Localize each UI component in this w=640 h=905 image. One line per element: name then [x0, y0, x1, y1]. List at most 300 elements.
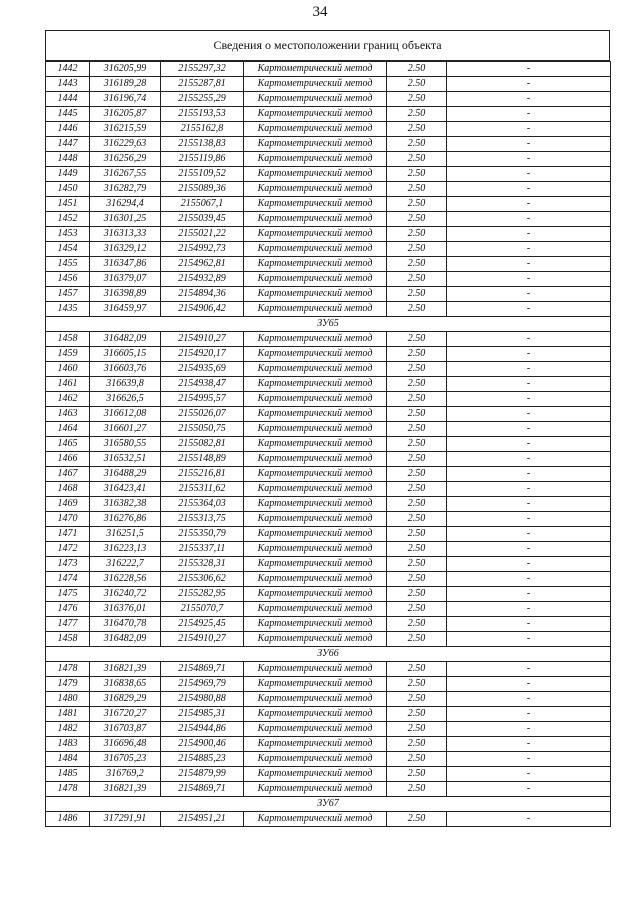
y-coordinate-cell: 2154995,57	[161, 392, 244, 407]
y-coordinate-cell: 2154932,89	[161, 272, 244, 287]
point-number-cell: 1454	[46, 242, 90, 257]
description-cell: -	[447, 182, 611, 197]
x-coordinate-cell: 316240,72	[90, 587, 161, 602]
table-row	[46, 707, 611, 722]
method-cell: Картометрический метод	[244, 242, 387, 257]
description-cell: -	[447, 212, 611, 227]
x-coordinate-cell: 316301,25	[90, 212, 161, 227]
accuracy-cell: 2.50	[387, 752, 447, 767]
point-number-cell: 1480	[46, 692, 90, 707]
accuracy-cell: 2.50	[387, 722, 447, 737]
y-coordinate-cell: 2155306,62	[161, 572, 244, 587]
y-coordinate-cell: 2154879,99	[161, 767, 244, 782]
table-row	[46, 182, 611, 197]
description-cell: -	[447, 407, 611, 422]
description-cell: -	[447, 572, 611, 587]
method-cell: Картометрический метод	[244, 272, 387, 287]
x-coordinate-cell: 316223,13	[90, 542, 161, 557]
method-cell: Картометрический метод	[244, 167, 387, 182]
y-coordinate-cell: 2154938,47	[161, 377, 244, 392]
x-coordinate-cell: 316470,78	[90, 617, 161, 632]
y-coordinate-cell: 2154992,73	[161, 242, 244, 257]
x-coordinate-cell: 316703,87	[90, 722, 161, 737]
description-cell: -	[447, 227, 611, 242]
method-cell: Картометрический метод	[244, 737, 387, 752]
x-coordinate-cell: 317291,91	[90, 812, 161, 827]
description-cell: -	[447, 77, 611, 92]
description-cell: -	[447, 587, 611, 602]
table-row	[46, 527, 611, 542]
y-coordinate-cell: 2155337,11	[161, 542, 244, 557]
accuracy-cell: 2.50	[387, 182, 447, 197]
y-coordinate-cell: 2154985,31	[161, 707, 244, 722]
x-coordinate-cell: 316229,63	[90, 137, 161, 152]
table-row	[46, 602, 611, 617]
x-coordinate-cell: 316603,76	[90, 362, 161, 377]
point-number-cell: 1462	[46, 392, 90, 407]
x-coordinate-cell: 316222,7	[90, 557, 161, 572]
x-coordinate-cell: 316482,09	[90, 332, 161, 347]
point-number-cell: 1470	[46, 512, 90, 527]
accuracy-cell: 2.50	[387, 497, 447, 512]
accuracy-cell: 2.50	[387, 242, 447, 257]
method-cell: Картометрический метод	[244, 632, 387, 647]
accuracy-cell: 2.50	[387, 677, 447, 692]
point-number-cell: 1474	[46, 572, 90, 587]
accuracy-cell: 2.50	[387, 767, 447, 782]
description-cell: -	[447, 107, 611, 122]
description-cell: -	[447, 437, 611, 452]
method-cell: Картометрический метод	[244, 587, 387, 602]
y-coordinate-cell: 2155070,7	[161, 602, 244, 617]
point-number-cell: 1478	[46, 782, 90, 797]
accuracy-cell: 2.50	[387, 257, 447, 272]
y-coordinate-cell: 2155089,36	[161, 182, 244, 197]
accuracy-cell: 2.50	[387, 602, 447, 617]
table-row	[46, 572, 611, 587]
y-coordinate-cell: 2155255,29	[161, 92, 244, 107]
x-coordinate-cell: 316256,29	[90, 152, 161, 167]
table-row	[46, 287, 611, 302]
point-number-cell: 1457	[46, 287, 90, 302]
accuracy-cell: 2.50	[387, 422, 447, 437]
y-coordinate-cell: 2154910,27	[161, 632, 244, 647]
point-number-cell: 1482	[46, 722, 90, 737]
method-cell: Картометрический метод	[244, 497, 387, 512]
table-row	[46, 767, 611, 782]
description-cell: -	[447, 422, 611, 437]
accuracy-cell: 2.50	[387, 527, 447, 542]
table-row	[46, 512, 611, 527]
method-cell: Картометрический метод	[244, 617, 387, 632]
accuracy-cell: 2.50	[387, 662, 447, 677]
description-cell: -	[447, 272, 611, 287]
y-coordinate-cell: 2155162,8	[161, 122, 244, 137]
method-cell: Картометрический метод	[244, 77, 387, 92]
point-number-cell: 1468	[46, 482, 90, 497]
table-row	[46, 692, 611, 707]
method-cell: Картометрический метод	[244, 557, 387, 572]
description-cell: -	[447, 302, 611, 317]
description-cell: -	[447, 452, 611, 467]
accuracy-cell: 2.50	[387, 782, 447, 797]
method-cell: Картометрический метод	[244, 347, 387, 362]
point-number-cell: 1446	[46, 122, 90, 137]
page-number: 34	[312, 4, 328, 20]
method-cell: Картометрический метод	[244, 572, 387, 587]
point-number-cell: 1444	[46, 92, 90, 107]
table-row	[46, 137, 611, 152]
table-row	[46, 452, 611, 467]
method-cell: Картометрический метод	[244, 212, 387, 227]
x-coordinate-cell: 316189,28	[90, 77, 161, 92]
description-cell: -	[447, 767, 611, 782]
description-cell: -	[447, 752, 611, 767]
method-cell: Картометрический метод	[244, 227, 387, 242]
table-row	[46, 227, 611, 242]
y-coordinate-cell: 2154869,71	[161, 662, 244, 677]
x-coordinate-cell: 316769,2	[90, 767, 161, 782]
x-coordinate-cell: 316838,65	[90, 677, 161, 692]
x-coordinate-cell: 316639,8	[90, 377, 161, 392]
point-number-cell: 1456	[46, 272, 90, 287]
method-cell: Картометрический метод	[244, 362, 387, 377]
description-cell: -	[447, 527, 611, 542]
table-row	[46, 122, 611, 137]
accuracy-cell: 2.50	[387, 152, 447, 167]
accuracy-cell: 2.50	[387, 407, 447, 422]
x-coordinate-cell: 316580,55	[90, 437, 161, 452]
parcel-separator-row	[46, 647, 611, 662]
parcel-separator-row	[46, 317, 611, 332]
point-number-cell: 1472	[46, 542, 90, 557]
table-row	[46, 737, 611, 752]
x-coordinate-cell: 316205,99	[90, 62, 161, 77]
accuracy-cell: 2.50	[387, 587, 447, 602]
y-coordinate-cell: 2155193,53	[161, 107, 244, 122]
description-cell: -	[447, 722, 611, 737]
description-cell: -	[447, 167, 611, 182]
description-cell: -	[447, 332, 611, 347]
accuracy-cell: 2.50	[387, 437, 447, 452]
description-cell: -	[447, 662, 611, 677]
x-coordinate-cell: 316382,38	[90, 497, 161, 512]
point-number-cell: 1466	[46, 452, 90, 467]
method-cell: Картометрический метод	[244, 152, 387, 167]
point-number-cell: 1453	[46, 227, 90, 242]
description-cell: -	[447, 602, 611, 617]
x-coordinate-cell: 316612,08	[90, 407, 161, 422]
point-number-cell: 1465	[46, 437, 90, 452]
point-number-cell: 1460	[46, 362, 90, 377]
table-row	[46, 152, 611, 167]
accuracy-cell: 2.50	[387, 362, 447, 377]
description-cell: -	[447, 677, 611, 692]
point-number-cell: 1443	[46, 77, 90, 92]
table-row	[46, 347, 611, 362]
method-cell: Картометрический метод	[244, 92, 387, 107]
description-cell: -	[447, 257, 611, 272]
table-row	[46, 617, 611, 632]
y-coordinate-cell: 2155297,32	[161, 62, 244, 77]
description-cell: -	[447, 362, 611, 377]
x-coordinate-cell: 316821,39	[90, 662, 161, 677]
accuracy-cell: 2.50	[387, 107, 447, 122]
method-cell: Картометрический метод	[244, 767, 387, 782]
accuracy-cell: 2.50	[387, 287, 447, 302]
accuracy-cell: 2.50	[387, 812, 447, 827]
table-row	[46, 107, 611, 122]
x-coordinate-cell: 316251,5	[90, 527, 161, 542]
point-number-cell: 1461	[46, 377, 90, 392]
y-coordinate-cell: 2155311,62	[161, 482, 244, 497]
table-row	[46, 257, 611, 272]
method-cell: Картометрический метод	[244, 197, 387, 212]
accuracy-cell: 2.50	[387, 632, 447, 647]
method-cell: Картометрический метод	[244, 527, 387, 542]
point-number-cell: 1435	[46, 302, 90, 317]
x-coordinate-cell: 316196,74	[90, 92, 161, 107]
table-row	[46, 377, 611, 392]
y-coordinate-cell: 2155313,75	[161, 512, 244, 527]
table-row	[46, 752, 611, 767]
x-coordinate-cell: 316398,89	[90, 287, 161, 302]
y-coordinate-cell: 2155109,52	[161, 167, 244, 182]
x-coordinate-cell: 316329,12	[90, 242, 161, 257]
x-coordinate-cell: 316423,41	[90, 482, 161, 497]
table-row	[46, 632, 611, 647]
x-coordinate-cell: 316347,86	[90, 257, 161, 272]
y-coordinate-cell: 2155364,03	[161, 497, 244, 512]
accuracy-cell: 2.50	[387, 392, 447, 407]
y-coordinate-cell: 2155138,83	[161, 137, 244, 152]
point-number-cell: 1452	[46, 212, 90, 227]
description-cell: -	[447, 242, 611, 257]
coordinates-table	[45, 61, 611, 827]
point-number-cell: 1463	[46, 407, 90, 422]
accuracy-cell: 2.50	[387, 92, 447, 107]
table-row	[46, 77, 611, 92]
point-number-cell: 1445	[46, 107, 90, 122]
description-cell: -	[447, 287, 611, 302]
description-cell: -	[447, 377, 611, 392]
y-coordinate-cell: 2155282,95	[161, 587, 244, 602]
table-row	[46, 662, 611, 677]
description-cell: -	[447, 467, 611, 482]
accuracy-cell: 2.50	[387, 77, 447, 92]
point-number-cell: 1469	[46, 497, 90, 512]
accuracy-cell: 2.50	[387, 167, 447, 182]
description-cell: -	[447, 482, 611, 497]
accuracy-cell: 2.50	[387, 452, 447, 467]
y-coordinate-cell: 2155082,81	[161, 437, 244, 452]
table-row	[46, 242, 611, 257]
y-coordinate-cell: 2154906,42	[161, 302, 244, 317]
description-cell: -	[447, 62, 611, 77]
method-cell: Картометрический метод	[244, 677, 387, 692]
point-number-cell: 1481	[46, 707, 90, 722]
point-number-cell: 1458	[46, 332, 90, 347]
table-row	[46, 722, 611, 737]
y-coordinate-cell: 2154910,27	[161, 332, 244, 347]
accuracy-cell: 2.50	[387, 542, 447, 557]
accuracy-cell: 2.50	[387, 557, 447, 572]
description-cell: -	[447, 707, 611, 722]
point-number-cell: 1485	[46, 767, 90, 782]
point-number-cell: 1449	[46, 167, 90, 182]
y-coordinate-cell: 2155287,81	[161, 77, 244, 92]
y-coordinate-cell: 2154900,46	[161, 737, 244, 752]
point-number-cell: 1477	[46, 617, 90, 632]
method-cell: Картометрический метод	[244, 437, 387, 452]
x-coordinate-cell: 316705,23	[90, 752, 161, 767]
accuracy-cell: 2.50	[387, 212, 447, 227]
y-coordinate-cell: 2154980,88	[161, 692, 244, 707]
method-cell: Картометрический метод	[244, 707, 387, 722]
point-number-cell: 1473	[46, 557, 90, 572]
accuracy-cell: 2.50	[387, 197, 447, 212]
point-number-cell: 1448	[46, 152, 90, 167]
method-cell: Картометрический метод	[244, 137, 387, 152]
accuracy-cell: 2.50	[387, 227, 447, 242]
y-coordinate-cell: 2154869,71	[161, 782, 244, 797]
x-coordinate-cell: 316294,4	[90, 197, 161, 212]
accuracy-cell: 2.50	[387, 377, 447, 392]
method-cell: Картометрический метод	[244, 482, 387, 497]
description-cell: -	[447, 92, 611, 107]
y-coordinate-cell: 2154969,79	[161, 677, 244, 692]
method-cell: Картометрический метод	[244, 512, 387, 527]
accuracy-cell: 2.50	[387, 692, 447, 707]
method-cell: Картометрический метод	[244, 692, 387, 707]
x-coordinate-cell: 316821,39	[90, 782, 161, 797]
table-row	[46, 422, 611, 437]
table-row	[46, 482, 611, 497]
point-number-cell: 1464	[46, 422, 90, 437]
x-coordinate-cell: 316276,86	[90, 512, 161, 527]
table-row	[46, 677, 611, 692]
table-row	[46, 467, 611, 482]
method-cell: Картометрический метод	[244, 377, 387, 392]
x-coordinate-cell: 316267,55	[90, 167, 161, 182]
x-coordinate-cell: 316459,97	[90, 302, 161, 317]
y-coordinate-cell: 2155350,79	[161, 527, 244, 542]
accuracy-cell: 2.50	[387, 737, 447, 752]
y-coordinate-cell: 2155050,75	[161, 422, 244, 437]
method-cell: Картометрический метод	[244, 62, 387, 77]
x-coordinate-cell: 316205,87	[90, 107, 161, 122]
point-number-cell: 1455	[46, 257, 90, 272]
description-cell: -	[447, 557, 611, 572]
method-cell: Картометрический метод	[244, 467, 387, 482]
description-cell: -	[447, 122, 611, 137]
parcel-label: ЗУ67	[46, 797, 611, 812]
x-coordinate-cell: 316626,5	[90, 392, 161, 407]
method-cell: Картометрический метод	[244, 287, 387, 302]
table-row	[46, 197, 611, 212]
method-cell: Картометрический метод	[244, 752, 387, 767]
method-cell: Картометрический метод	[244, 722, 387, 737]
y-coordinate-cell: 2154935,69	[161, 362, 244, 377]
table-row	[46, 782, 611, 797]
method-cell: Картометрический метод	[244, 662, 387, 677]
method-cell: Картометрический метод	[244, 107, 387, 122]
x-coordinate-cell: 316696,48	[90, 737, 161, 752]
description-cell: -	[447, 812, 611, 827]
method-cell: Картометрический метод	[244, 602, 387, 617]
point-number-cell: 1471	[46, 527, 90, 542]
method-cell: Картометрический метод	[244, 782, 387, 797]
section-title: Сведения о местоположении границ объекта	[45, 30, 610, 61]
y-coordinate-cell: 2154951,21	[161, 812, 244, 827]
parcel-label: ЗУ66	[46, 647, 611, 662]
x-coordinate-cell: 316601,27	[90, 422, 161, 437]
x-coordinate-cell: 316215,59	[90, 122, 161, 137]
x-coordinate-cell: 316379,07	[90, 272, 161, 287]
y-coordinate-cell: 2154894,36	[161, 287, 244, 302]
x-coordinate-cell: 316488,29	[90, 467, 161, 482]
method-cell: Картометрический метод	[244, 332, 387, 347]
description-cell: -	[447, 617, 611, 632]
y-coordinate-cell: 2155216,81	[161, 467, 244, 482]
x-coordinate-cell: 316829,29	[90, 692, 161, 707]
table-row	[46, 437, 611, 452]
point-number-cell: 1476	[46, 602, 90, 617]
table-row	[46, 92, 611, 107]
point-number-cell: 1450	[46, 182, 90, 197]
accuracy-cell: 2.50	[387, 122, 447, 137]
method-cell: Картометрический метод	[244, 542, 387, 557]
point-number-cell: 1458	[46, 632, 90, 647]
accuracy-cell: 2.50	[387, 347, 447, 362]
point-number-cell: 1479	[46, 677, 90, 692]
y-coordinate-cell: 2154962,81	[161, 257, 244, 272]
description-cell: -	[447, 347, 611, 362]
point-number-cell: 1475	[46, 587, 90, 602]
point-number-cell: 1447	[46, 137, 90, 152]
table-row	[46, 212, 611, 227]
point-number-cell: 1467	[46, 467, 90, 482]
point-number-cell: 1451	[46, 197, 90, 212]
accuracy-cell: 2.50	[387, 572, 447, 587]
y-coordinate-cell: 2155148,89	[161, 452, 244, 467]
x-coordinate-cell: 316376,01	[90, 602, 161, 617]
table-row	[46, 407, 611, 422]
description-cell: -	[447, 692, 611, 707]
document-sheet	[45, 30, 610, 827]
table-row	[46, 542, 611, 557]
description-cell: -	[447, 152, 611, 167]
table-row	[46, 362, 611, 377]
point-number-cell: 1442	[46, 62, 90, 77]
accuracy-cell: 2.50	[387, 467, 447, 482]
x-coordinate-cell: 316228,56	[90, 572, 161, 587]
table-row	[46, 62, 611, 77]
accuracy-cell: 2.50	[387, 62, 447, 77]
point-number-cell: 1484	[46, 752, 90, 767]
method-cell: Картометрический метод	[244, 182, 387, 197]
table-row	[46, 272, 611, 287]
method-cell: Картометрический метод	[244, 422, 387, 437]
description-cell: -	[447, 542, 611, 557]
table-row	[46, 332, 611, 347]
description-cell: -	[447, 137, 611, 152]
accuracy-cell: 2.50	[387, 512, 447, 527]
table-row	[46, 497, 611, 512]
y-coordinate-cell: 2154925,45	[161, 617, 244, 632]
y-coordinate-cell: 2155119,86	[161, 152, 244, 167]
parcel-separator-row	[46, 797, 611, 812]
